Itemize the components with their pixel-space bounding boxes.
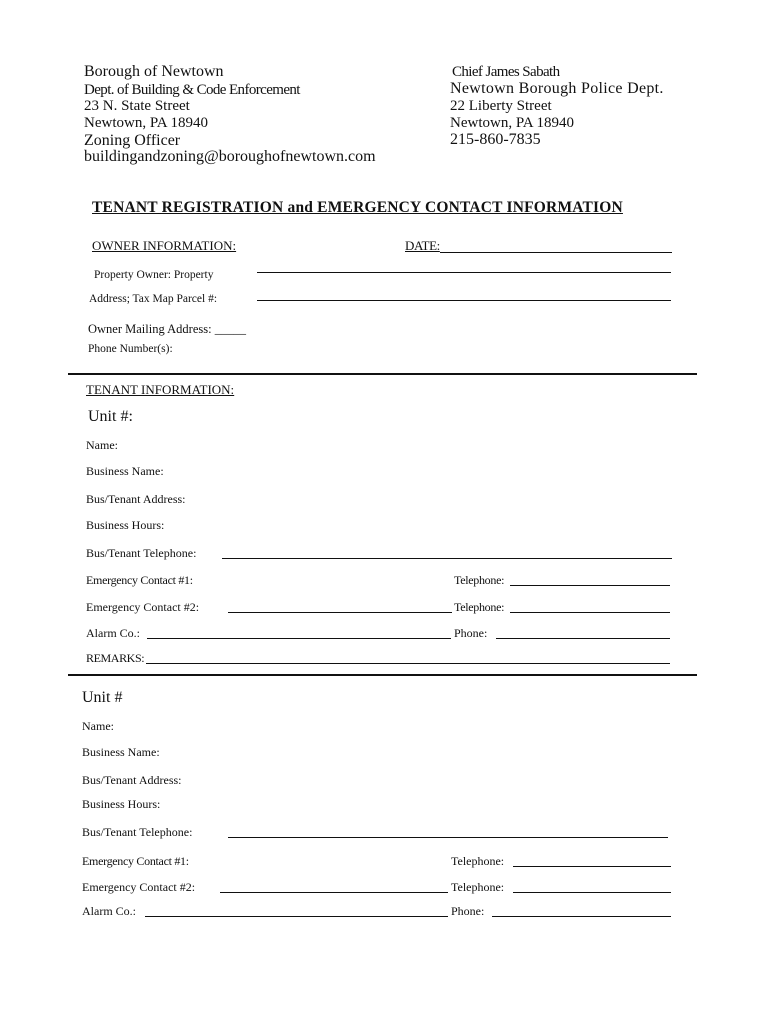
alarm-phone-label: Phone: [451, 904, 485, 918]
street-address: 23 N. State Street [84, 98, 190, 114]
owner-mailing-label: Owner Mailing Address: _____ [88, 322, 246, 336]
business-name-label: Business Name: [82, 745, 160, 759]
emergency-contact-2-label: Emergency Contact #2: [82, 880, 196, 894]
borough-name: Borough of Newtown [84, 63, 224, 80]
emergency-telephone-2-label: Telephone: [454, 600, 505, 614]
alarm-company-label: Alarm Co.: [86, 626, 140, 640]
emergency-telephone-2-label: Telephone: [451, 880, 505, 894]
emergency-telephone-1-label: Telephone: [451, 854, 505, 868]
business-hours-label: Business Hours: [82, 797, 161, 811]
tenant-name-label: Name: [86, 438, 118, 452]
owner-heading: OWNER INFORMATION: [92, 238, 237, 253]
zoning-officer: Zoning Officer [84, 132, 181, 149]
unit-number-label: Unit #: [88, 408, 133, 425]
emergency-telephone-1-field-line[interactable] [513, 866, 671, 867]
tenant-heading: TENANT INFORMATION: [86, 382, 235, 397]
emergency-telephone-1-field-line[interactable] [510, 585, 670, 586]
chief-name: Chief James Sabath [452, 64, 560, 80]
contact-email[interactable]: buildingandzoning@boroughofnewtown.com [84, 148, 376, 165]
police-street-address: 22 Liberty Street [450, 98, 552, 114]
tenant-address-label: Bus/Tenant Address: [82, 773, 182, 787]
city-state-zip: Newtown, PA 18940 [84, 115, 209, 131]
alarm-phone-field-line[interactable] [496, 638, 670, 639]
alarm-phone-label: Phone: [454, 626, 488, 640]
emergency-telephone-2-field-line[interactable] [513, 892, 671, 893]
emergency-contact-1-label: Emergency Contact #1: [86, 573, 193, 587]
police-phone: 215-860-7835 [450, 131, 541, 148]
department-name: Dept. of Building & Code Enforcement [84, 82, 300, 98]
emergency-contact-2-field-line[interactable] [228, 612, 452, 613]
emergency-contact-1-label: Emergency Contact #1: [82, 854, 189, 868]
unit-number-label: Unit # [82, 689, 123, 706]
business-name-label: Business Name: [86, 464, 164, 478]
business-hours-label: Business Hours: [86, 518, 165, 532]
police-city-state-zip: Newtown, PA 18940 [450, 115, 575, 131]
tenant-telephone-label: Bus/Tenant Telephone: [86, 546, 197, 560]
property-address-label: Address; Tax Map Parcel #: [89, 293, 218, 305]
property-owner-field-line[interactable] [257, 272, 671, 273]
tenant-name-label: Name: [82, 719, 114, 733]
police-dept-name: Newtown Borough Police Dept. [450, 80, 664, 97]
alarm-company-label: Alarm Co.: [82, 904, 136, 918]
tenant-address-label: Bus/Tenant Address: [86, 492, 186, 506]
owner-phone-label: Phone Number(s): [88, 343, 173, 355]
emergency-telephone-1-label: Telephone: [454, 573, 505, 587]
date-label: DATE: [405, 238, 440, 253]
date-field-line[interactable] [440, 252, 672, 253]
alarm-phone-field-line[interactable] [492, 916, 671, 917]
tenant-telephone-label: Bus/Tenant Telephone: [82, 825, 193, 839]
emergency-telephone-2-field-line[interactable] [510, 612, 670, 613]
tenant-telephone-field-line[interactable] [222, 558, 672, 559]
property-address-field-line[interactable] [257, 300, 671, 301]
emergency-contact-2-field-line[interactable] [220, 892, 448, 893]
tenant-telephone-field-line[interactable] [228, 837, 668, 838]
alarm-company-field-line[interactable] [145, 916, 448, 917]
alarm-company-field-line[interactable] [147, 638, 451, 639]
form-title: TENANT REGISTRATION and EMERGENCY CONTACT INFORMATION [92, 199, 623, 216]
section-divider-2 [68, 674, 697, 676]
remarks-label: REMARKS: [86, 651, 145, 665]
remarks-field-line[interactable] [146, 663, 670, 664]
emergency-contact-2-label: Emergency Contact #2: [86, 600, 200, 614]
property-owner-label: Property Owner: Property [94, 269, 214, 281]
section-divider [68, 373, 697, 375]
